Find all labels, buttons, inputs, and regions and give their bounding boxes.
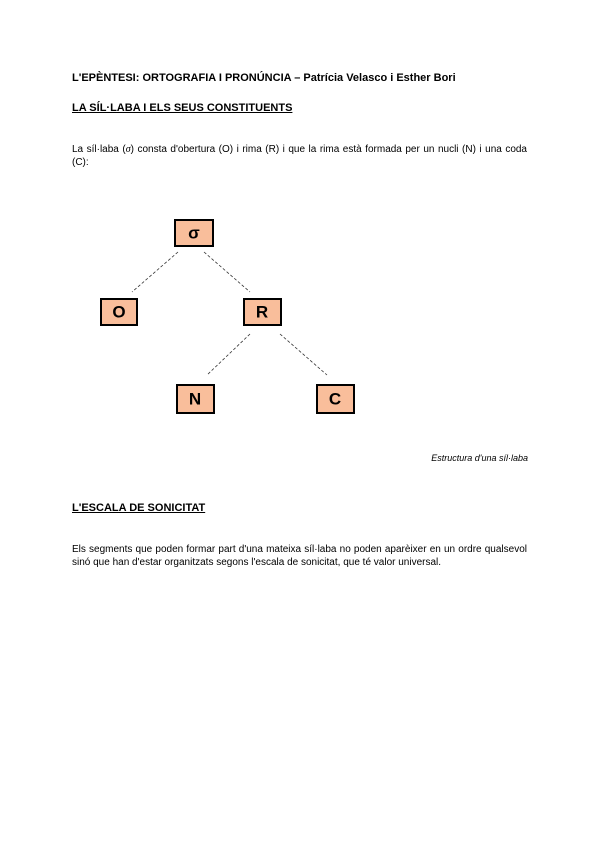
edge-syllable-rhyme [204,252,250,292]
sonority-paragraph: Els segments que poden formar part d'una mateixa síl·laba no poden aparèixer en un ordre qualsevol sinó que han d'estar organitzats segons l'escala de sonicitat, que té valor universal. [72,544,527,568]
diagram-caption: Estructura d'una síl·laba [431,453,528,463]
node-syllable-label: σ [188,223,200,243]
edge-rhyme-nucleus [207,334,250,375]
node-coda-label: C [328,389,342,409]
document-title: L'EPÈNTESI: ORTOGRAFIA I PRONÚNCIA – Patrícia Velasco i Esther Bori [72,72,456,84]
edge-rhyme-coda [280,334,327,375]
node-syllable [175,220,213,246]
section-heading-sonority: L'ESCALA DE SONICITAT [72,502,206,514]
section-heading-syllable: LA SÍL·LABA I ELS SEUS CONSTITUENTS [72,102,293,114]
node-nucleus [177,385,214,413]
node-nucleus-label: N [188,389,202,409]
paragraph-text-end: ) consta d'obertura (O) i rima (R) i que la rima està formada per un nucli (N) i una coda (C): [72,144,527,168]
edge-syllable-onset [132,252,178,292]
node-onset [101,299,137,325]
sigma-symbol: σ [125,144,131,155]
paragraph-text-start: La síl·laba ( [72,144,126,155]
node-rhyme-label: R [255,302,269,322]
node-coda [317,385,354,413]
node-rhyme [244,299,281,325]
node-onset-label: O [112,302,126,322]
